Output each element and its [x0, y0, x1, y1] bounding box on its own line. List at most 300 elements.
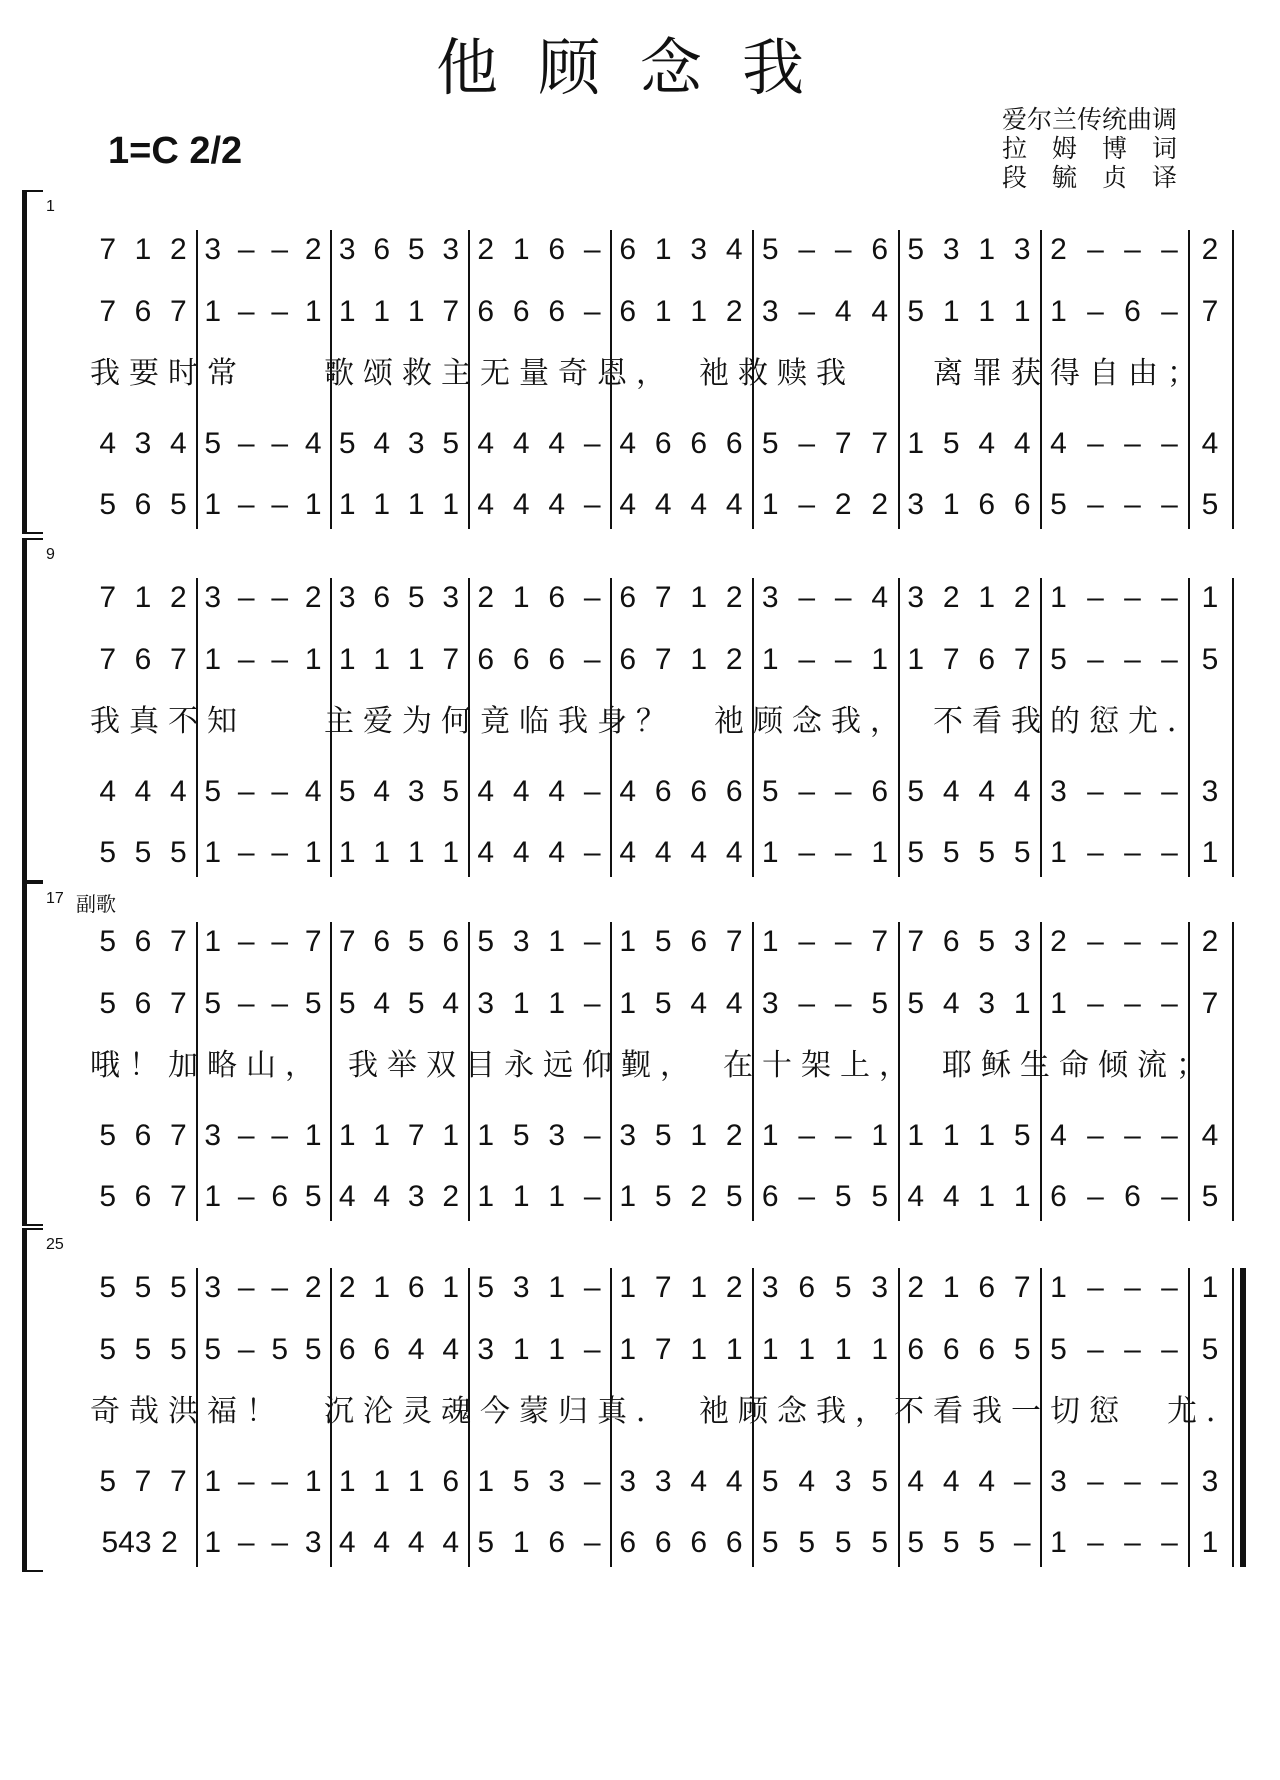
note: 4 [477, 836, 495, 869]
note: 7 [99, 581, 116, 614]
note: – [271, 1465, 289, 1498]
note: 4 [690, 488, 708, 521]
note: 5 [907, 775, 925, 808]
voice-row [0, 292, 1280, 332]
note: – [271, 1119, 289, 1152]
lyric-line: 奇哉洪福！ 沉沦灵魂今蒙归真． 祂顾念我，不看我一切愆 尤． [90, 1395, 1245, 1428]
note: 5 [169, 488, 187, 521]
note: 7 [654, 1271, 672, 1304]
voice-row [0, 640, 1280, 680]
note: 1 [338, 1465, 356, 1498]
note: 5 [99, 1119, 116, 1152]
note: 1 [619, 1180, 637, 1213]
note: 3 [907, 581, 925, 614]
note: 4 [477, 775, 495, 808]
note: 1 [1201, 1526, 1219, 1559]
note: 3 [761, 295, 779, 328]
lyric-line: 我真不知 主爱为何竟临我身？ 祂顾念我， 不看我的愆尤． [90, 705, 1206, 738]
note: 6 [619, 1526, 637, 1559]
note: 1 [338, 1119, 356, 1152]
note: 4 [373, 427, 391, 460]
voice-row [0, 833, 1280, 873]
note: 6 [134, 1119, 152, 1152]
note: 4 [1013, 427, 1031, 460]
note: – [271, 925, 289, 958]
note: 3 [548, 1465, 566, 1498]
note: 4 [442, 1526, 460, 1559]
note: 4 [725, 987, 743, 1020]
note: 2 [907, 1271, 925, 1304]
note: 5 [1013, 1119, 1031, 1152]
measure-number: 17 [46, 890, 64, 907]
note: 6 [690, 427, 708, 460]
note: 1 [442, 1119, 460, 1152]
note: 6 [907, 1333, 925, 1366]
note: 1 [373, 1119, 391, 1152]
note: 4 [725, 488, 743, 521]
note: 4 [373, 1526, 391, 1559]
note: 3 [338, 581, 356, 614]
note: 2 [1050, 233, 1067, 266]
note: 5 [304, 987, 322, 1020]
note: 5 [407, 581, 425, 614]
note: 3 [942, 233, 960, 266]
note: 5 [942, 427, 960, 460]
note: 3 [204, 1271, 222, 1304]
note: 1 [871, 1333, 889, 1366]
note: 5 [942, 836, 960, 869]
note: 7 [654, 643, 672, 676]
note: 5 [1050, 1333, 1067, 1366]
note: 6 [654, 427, 672, 460]
note: – [798, 1119, 816, 1152]
note: – [1124, 987, 1141, 1020]
note: – [583, 775, 601, 808]
note: 1 [690, 1119, 708, 1152]
note: – [1087, 643, 1104, 676]
note: 3 [1050, 1465, 1067, 1498]
note: 1 [304, 836, 322, 869]
measure-number: 25 [46, 1236, 64, 1253]
note: – [583, 488, 601, 521]
note: 4 [304, 775, 322, 808]
note: 4 [871, 581, 889, 614]
note: 6 [134, 925, 152, 958]
note: 5 [978, 1526, 996, 1559]
note: 1 [761, 1119, 779, 1152]
note: 2 [169, 233, 187, 266]
note: – [1087, 488, 1104, 521]
note: 3 [978, 987, 996, 1020]
note: 7 [407, 1119, 425, 1152]
note: 6 [442, 1465, 460, 1498]
note: – [271, 836, 289, 869]
note: 6 [978, 488, 996, 521]
note: 1 [978, 581, 996, 614]
note: 6 [978, 643, 996, 676]
note: 5 [1201, 643, 1219, 676]
note: – [798, 233, 816, 266]
note: 1 [978, 295, 996, 328]
note: 3 [834, 1465, 852, 1498]
note: 6 [548, 581, 566, 614]
note: 5 [134, 1271, 152, 1304]
note: – [237, 1526, 255, 1559]
note: 1 [338, 643, 356, 676]
note: 1 [942, 488, 960, 521]
note: 4 [169, 427, 187, 460]
note: 4 [1050, 1119, 1067, 1152]
note: 4 [619, 488, 637, 521]
note: 3 [654, 1465, 672, 1498]
note: 1 [548, 1271, 566, 1304]
note: 4 [619, 836, 637, 869]
note: 2 [1013, 581, 1031, 614]
note: 4 [725, 1465, 743, 1498]
note: 3 [204, 1119, 222, 1152]
note: – [583, 987, 601, 1020]
note: 5 [338, 427, 356, 460]
note: 6 [871, 233, 889, 266]
note: 1 [204, 1526, 222, 1559]
note: 1 [690, 581, 708, 614]
note: 5 [477, 1271, 495, 1304]
note: – [834, 581, 852, 614]
note: – [237, 925, 255, 958]
note: 7 [654, 1333, 672, 1366]
measure-number: 1 [46, 198, 55, 215]
note: – [798, 643, 816, 676]
note: 4 [978, 775, 996, 808]
note: 4 [512, 775, 530, 808]
note: 4 [338, 1526, 356, 1559]
note: 1 [407, 1465, 425, 1498]
note: 4 [373, 775, 391, 808]
voice-row [0, 230, 1280, 270]
note: – [1161, 1271, 1178, 1304]
note: 5 [304, 1333, 322, 1366]
note: – [271, 295, 289, 328]
note: 4 [619, 775, 637, 808]
note: 6 [942, 1333, 960, 1366]
note: – [1124, 836, 1141, 869]
note: 1 [407, 295, 425, 328]
note: – [1087, 233, 1104, 266]
note: 1 [871, 1119, 889, 1152]
note: 4 [373, 1180, 391, 1213]
note: 3 [407, 775, 425, 808]
note: 6 [619, 233, 637, 266]
lyric-line: 我要时常 歌颂救主无量奇恩， 祂救赎我 离罪获得自由； [90, 357, 1206, 390]
note: 7 [99, 233, 116, 266]
note: 1 [338, 295, 356, 328]
note: 3 [512, 925, 530, 958]
note: 1 [1201, 836, 1219, 869]
note: 5 [442, 775, 460, 808]
section-label: 副歌 [76, 894, 116, 916]
note: 7 [304, 925, 322, 958]
note: 1 [204, 1180, 222, 1213]
note: 3 [442, 581, 460, 614]
note: 6 [1013, 488, 1031, 521]
note: – [583, 1180, 601, 1213]
note: 1 [619, 987, 637, 1020]
note: 6 [407, 1271, 425, 1304]
note: 4 [1013, 775, 1031, 808]
note: 2 [1201, 925, 1219, 958]
note: 5 [761, 427, 779, 460]
note: 2 [725, 295, 743, 328]
note: 5 [1201, 1333, 1219, 1366]
note: 4 [407, 1333, 425, 1366]
note: 6 [548, 1526, 566, 1559]
note: 2 [161, 1526, 178, 1559]
note: 1 [798, 1333, 816, 1366]
note: 6 [271, 1180, 289, 1213]
note: 5 [204, 987, 222, 1020]
note: 5 [338, 987, 356, 1020]
note: – [271, 987, 289, 1020]
note: 7 [442, 643, 460, 676]
note: 7 [134, 1465, 152, 1498]
note: 1 [304, 488, 322, 521]
note: 5 [725, 1180, 743, 1213]
note: 1 [761, 488, 779, 521]
note: – [834, 987, 852, 1020]
note: 4 [512, 488, 530, 521]
note: 2 [477, 581, 495, 614]
note: 2 [942, 581, 960, 614]
note: 5 [978, 836, 996, 869]
note: 6 [548, 643, 566, 676]
note: – [1161, 488, 1178, 521]
note: – [798, 1180, 816, 1213]
note: 1 [761, 836, 779, 869]
note: 5 [304, 1180, 322, 1213]
note: 1 [1050, 836, 1067, 869]
note: – [1087, 1180, 1104, 1213]
note: 1 [725, 1333, 743, 1366]
note: – [834, 1119, 852, 1152]
note: – [237, 987, 255, 1020]
note: 1 [512, 233, 530, 266]
voice-row [0, 922, 1280, 962]
note: – [271, 643, 289, 676]
note: – [1087, 1333, 1104, 1366]
note: 1 [619, 925, 637, 958]
note: – [1161, 1526, 1178, 1559]
note: 3 [512, 1271, 530, 1304]
note: – [1087, 925, 1104, 958]
note: 1 [619, 1333, 637, 1366]
note: 5 [134, 836, 152, 869]
note: 1 [338, 836, 356, 869]
note: – [237, 775, 255, 808]
note: 1 [373, 643, 391, 676]
note: 3 [477, 987, 495, 1020]
note: 2 [304, 233, 322, 266]
note: 6 [512, 643, 530, 676]
note: 3 [407, 427, 425, 460]
note: 5 [407, 233, 425, 266]
note: 5 [99, 987, 116, 1020]
note: 4 [942, 1180, 960, 1213]
note: 4 [407, 1526, 425, 1559]
note: 1 [134, 581, 152, 614]
note: – [1161, 987, 1178, 1020]
note: 7 [169, 1465, 187, 1498]
note: 5 [907, 987, 925, 1020]
voice-row [0, 424, 1280, 464]
note: – [237, 643, 255, 676]
note: 4 [442, 987, 460, 1020]
note: – [1124, 427, 1141, 460]
note: 5 [204, 427, 222, 460]
note: 1 [907, 1119, 925, 1152]
note: 7 [1013, 643, 1031, 676]
note: 7 [99, 643, 116, 676]
note: 4 [690, 1465, 708, 1498]
note: 1 [204, 488, 222, 521]
note: 6 [548, 295, 566, 328]
note: 1 [548, 987, 566, 1020]
note: 2 [304, 581, 322, 614]
note: 4 [798, 1465, 816, 1498]
note: 1 [690, 643, 708, 676]
note: – [1161, 775, 1178, 808]
note: 4 [477, 488, 495, 521]
note: 4 [725, 233, 743, 266]
note: – [1087, 987, 1104, 1020]
note: 4 [1050, 427, 1067, 460]
note: – [1161, 643, 1178, 676]
note: 3 [134, 427, 152, 460]
note: 5 [169, 1271, 187, 1304]
note: 5 [907, 1526, 925, 1559]
note: 6 [619, 295, 637, 328]
note: – [1124, 1333, 1141, 1366]
note: 1 [907, 643, 925, 676]
voice-row [0, 1116, 1280, 1156]
note: 2 [690, 1180, 708, 1213]
note: 5 [761, 1526, 779, 1559]
note: – [271, 581, 289, 614]
note: 5 [907, 295, 925, 328]
note: 7 [1201, 295, 1219, 328]
note: 1 [871, 836, 889, 869]
note: 2 [477, 233, 495, 266]
note: – [1087, 836, 1104, 869]
note: 1 [1201, 581, 1219, 614]
note: – [1161, 1465, 1178, 1498]
note: 5 [204, 1333, 222, 1366]
note: 7 [169, 1119, 187, 1152]
note: 4 [548, 427, 566, 460]
note: 1 [690, 295, 708, 328]
note: 7 [871, 925, 889, 958]
note: 3 [304, 1526, 322, 1559]
note: 1 [690, 1333, 708, 1366]
note: 1 [407, 488, 425, 521]
note: – [798, 295, 816, 328]
lyric-line: 哦！加略山， 我举双目永远仰觐， 在十架上， 耶稣生命倾流； [90, 1049, 1215, 1082]
note: 2 [169, 581, 187, 614]
note: 1 [978, 1180, 996, 1213]
note: 1 [512, 581, 530, 614]
note: – [237, 295, 255, 328]
note: 1 [407, 643, 425, 676]
note: – [583, 1119, 601, 1152]
note: 1 [978, 233, 996, 266]
note: 1 [204, 1465, 222, 1498]
note: 6 [654, 775, 672, 808]
note: 1 [204, 925, 222, 958]
note: 4 [978, 427, 996, 460]
note: – [1161, 233, 1178, 266]
note: – [237, 427, 255, 460]
note: 1 [871, 643, 889, 676]
note: 1 [1050, 987, 1067, 1020]
note: – [1161, 427, 1178, 460]
note: 5 [761, 1465, 779, 1498]
note: 5 [512, 1119, 530, 1152]
note: – [1161, 581, 1178, 614]
note: 1 [304, 1119, 322, 1152]
note: 1 [512, 987, 530, 1020]
note: 5 [654, 925, 672, 958]
credit-translator: 段 毓 贞 译 [1002, 164, 1178, 192]
note: 4 [690, 836, 708, 869]
note: 4 [304, 427, 322, 460]
note: – [1124, 1271, 1141, 1304]
song-title: 他顾念我 [435, 31, 844, 104]
note: 5 [871, 987, 889, 1020]
voice-row [0, 1330, 1280, 1370]
note: 2 [1201, 233, 1219, 266]
note: 4 [442, 1333, 460, 1366]
note: 6 [725, 775, 743, 808]
note: 5 [1050, 643, 1067, 676]
note: – [1161, 1333, 1178, 1366]
note: 6 [548, 233, 566, 266]
note: – [1124, 233, 1141, 266]
note: 1 [204, 295, 222, 328]
note: 1 [1201, 1271, 1219, 1304]
note: 5 [407, 925, 425, 958]
note: 1 [548, 1180, 566, 1213]
note: 4 [942, 1465, 960, 1498]
note: 4 [99, 427, 116, 460]
note: – [1161, 1119, 1178, 1152]
note: 4 [907, 1465, 925, 1498]
note: 4 [942, 775, 960, 808]
note: 1 [548, 925, 566, 958]
note: 2 [1050, 925, 1067, 958]
note: 1 [304, 295, 322, 328]
note: – [237, 488, 255, 521]
note: 5 [134, 1333, 152, 1366]
note: 1 [1050, 295, 1067, 328]
note: 6 [373, 233, 391, 266]
note: – [237, 1271, 255, 1304]
note: 7 [1013, 1271, 1031, 1304]
note: – [237, 233, 255, 266]
note: 3 [761, 987, 779, 1020]
note: 6 [1050, 1180, 1067, 1213]
note: 6 [373, 1333, 391, 1366]
note: 3 [1201, 1465, 1219, 1498]
note: 6 [477, 295, 495, 328]
